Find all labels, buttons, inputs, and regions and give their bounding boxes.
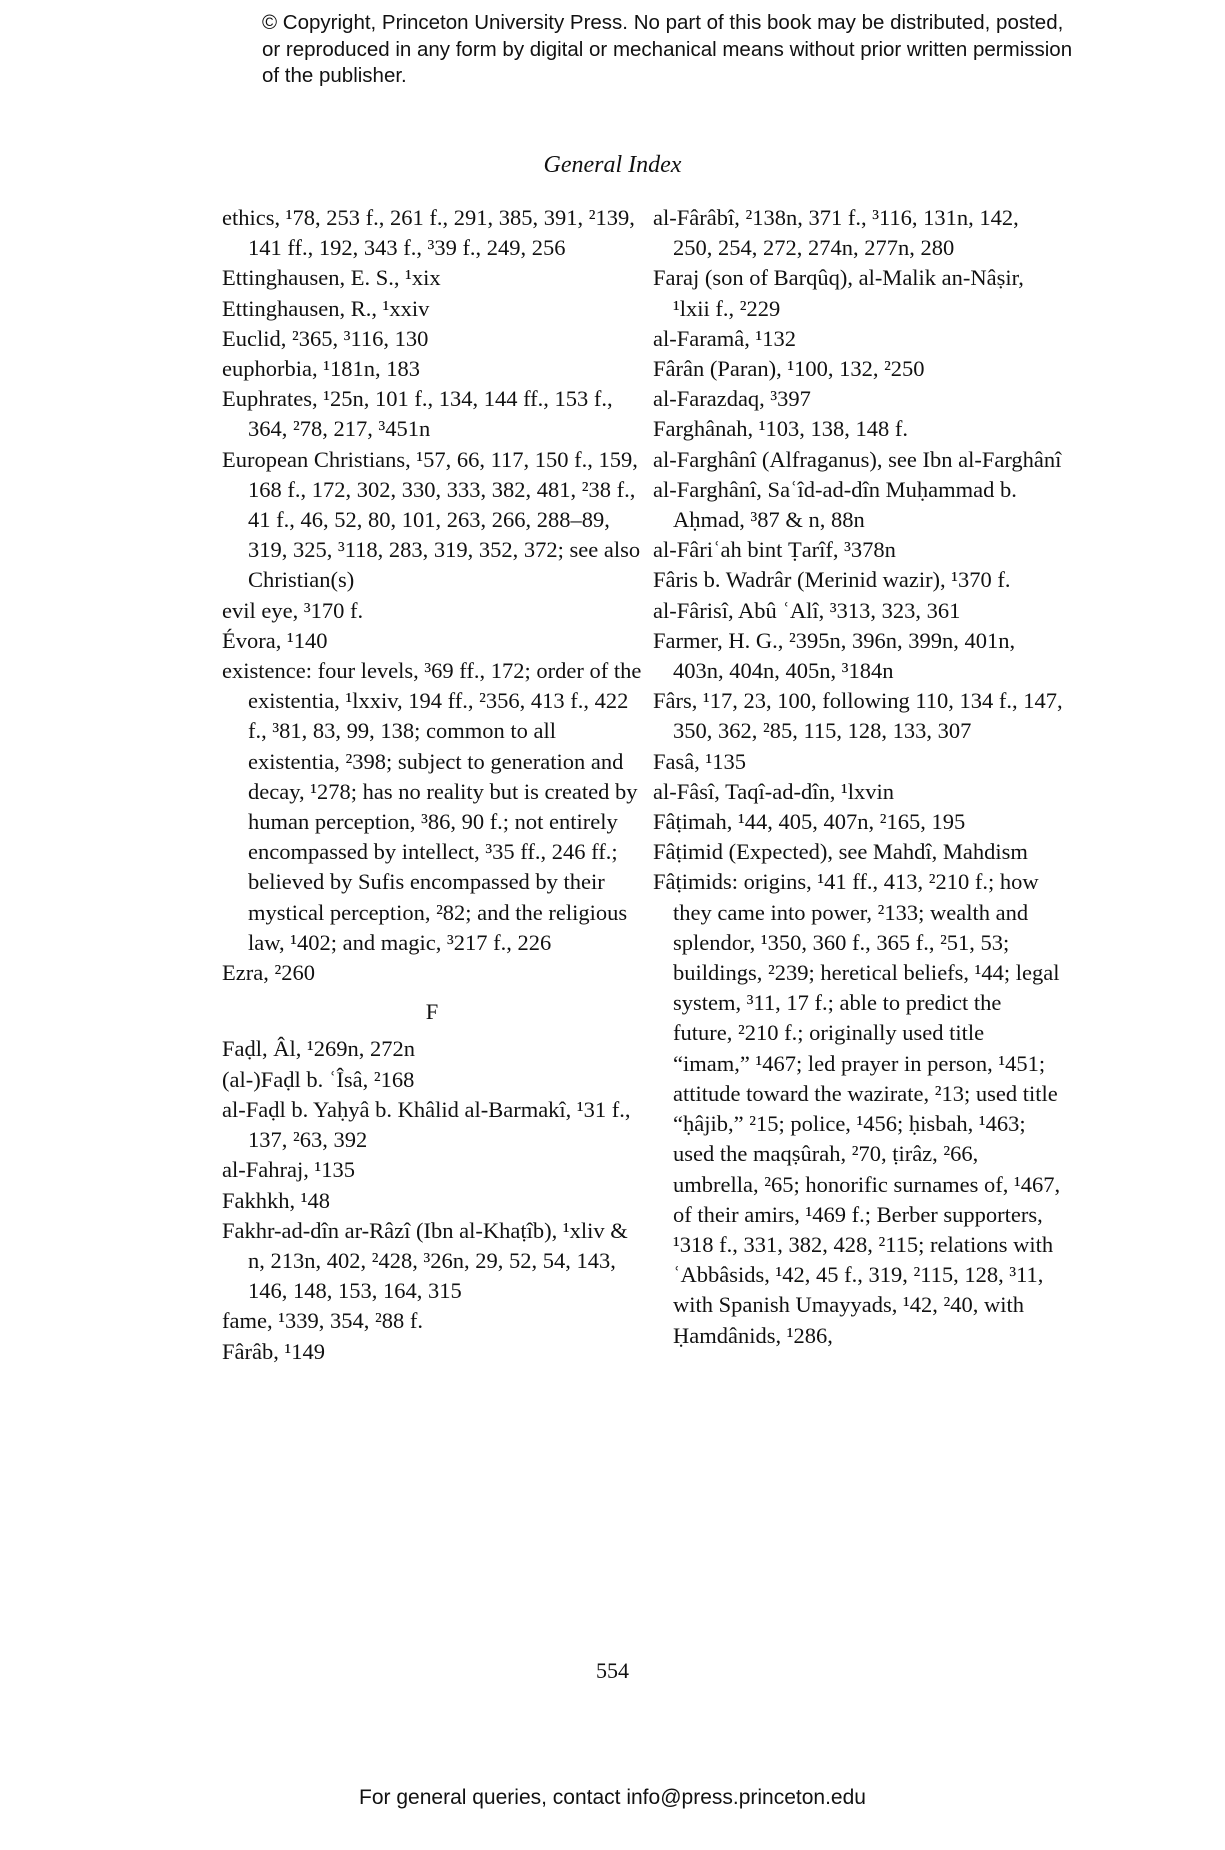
index-entry: Ettinghausen, E. S., ¹xix <box>222 265 441 291</box>
index-entry: Ettinghausen, R., ¹xxiv <box>222 295 430 321</box>
index-entry: Fârân (Paran), ¹100, 132, ²250 <box>653 356 925 382</box>
index-entry: Fakhkh, ¹48 <box>222 1187 330 1213</box>
index-entry: al-Fahraj, ¹135 <box>222 1157 355 1183</box>
index-entry: al-Farghânî (Alfraganus), see Ibn al-Farghânî <box>653 446 1062 472</box>
index-entry: Fârs, ¹17, 23, 100, following 110, 134 f., 147, 350, 362, ²85, 115, 128, 133, 307 <box>653 688 1063 744</box>
copyright-notice: © Copyright, Princeton University Press. No part of this book may be distributed, posted, or reproduced in any form by digital or mechanical means without prior written permission of the publisher. <box>262 11 1073 87</box>
index-entry: Farmer, H. G., ²395n, 396n, 399n, 401n, 403n, 404n, 405n, ³184n <box>653 627 1016 684</box>
index-entry: Faraj (son of Barqûq), al-Malik an-Nâṣir, ¹lxii f., ²229 <box>653 265 1024 321</box>
contact-footer: For general queries, contact info@press.princeton.edu <box>359 1786 866 1809</box>
index-entry: Évora, ¹140 <box>222 627 328 653</box>
section-letter: F <box>425 999 439 1025</box>
index-entry: Faḍl, Âl, ¹269n, 272n <box>222 1036 415 1062</box>
index-entry: al-Farghânî, Saʿîd-ad-dîn Muḥammad b. Aḥmad, ³87 & n, 88n <box>653 476 1017 533</box>
index-entry: al-Fâsî, Taqî-ad-dîn, ¹lxvin <box>653 778 894 804</box>
index-entry: al-Faramâ, ¹132 <box>653 325 796 351</box>
index-entry: Fârâb, ¹149 <box>222 1338 325 1364</box>
index-entry: Ezra, ²260 <box>222 960 315 986</box>
index-entry: Euclid, ²365, ³116, 130 <box>222 325 429 351</box>
index-entry: existence: four levels, ³69 ff., 172; order of the existentia, ¹lxxiv, 194 ff., ²356, 413 f., 422 f., ³81, 83, 99, 138; common to all existentia, ²398; subject to generation and decay, ¹278; has no reality but is created by human perception, ³86, 90 f.; not entirely encompassed by intellect, ³35 ff., 246 ff.; believed by Sufis encompassed by their mystical perception, ²82; and the religious law, ¹402; and magic, ³217 f., 226 <box>222 658 642 955</box>
index-entry: al-Farazdaq, ³397 <box>653 386 811 412</box>
index-entry: fame, ¹339, 354, ²88 f. <box>222 1308 423 1334</box>
index-entry: Fâṭimid (Expected), see Mahdî, Mahdism <box>653 839 1028 865</box>
index-entry: ethics, ¹78, 253 f., 261 f., 291, 385, 391, ²139, 141 ff., 192, 343 f., ³39 f., 249, 256 <box>222 205 635 261</box>
index-entry: Fasâ, ¹135 <box>653 748 746 774</box>
index-entry: evil eye, ³170 f. <box>222 597 364 623</box>
index-entry: Euphrates, ¹25n, 101 f., 134, 144 ff., 153 f., 364, ²78, 217, ³451n <box>222 386 613 442</box>
index-entry: Fâṭimids: origins, ¹41 ff., 413, ²210 f.; how they came into power, ²133; wealth and splendor, ¹350, 360 f., 365 f., ²51, 53; buildings, ²239; heretical beliefs, ¹44; legal system, ³11, 17 f.; able to predict the future, ²210 f.; originally used title “imam,” ¹467; led prayer in person, ¹451; attitude toward the wazirate, ²13; used title “ḥâjib,” ²15; police, ¹456; ḥisbah, ¹463; used the maqṣûrah, ²70, ṭirâz, ²66, umbrella, ²65; honorific surnames of, ¹467, of their amirs, ¹469 f.; Berber supporters, ¹318 f., 331, 382, 428, ²115; relations with ʿAbbâsids, ¹42, 45 f., 319, ²115, 128, ³11, with Spanish Umayyads, ¹42, ²40, with Ḥamdânids, ¹286, <box>653 869 1061 1348</box>
index-entry: al-Fârâbî, ²138n, 371 f., ³116, 131n, 142, 250, 254, 272, 274n, 277n, 280 <box>653 205 1019 261</box>
index-entry: euphorbia, ¹181n, 183 <box>222 356 420 382</box>
index-entry: (al-)Faḍl b. ʿÎsâ, ²168 <box>222 1066 415 1092</box>
page-number: 554 <box>596 1658 629 1683</box>
index-entry: al-Faḍl b. Yaḥyâ b. Khâlid al-Barmakî, ¹31 f., 137, ²63, 392 <box>222 1096 631 1153</box>
index-entry: al-Fâriʿah bint Ṭarîf, ³378n <box>653 537 896 563</box>
index-entry: al-Fârisî, Abû ʿAlî, ³313, 323, 361 <box>653 597 961 623</box>
index-entry: Farghânah, ¹103, 138, 148 f. <box>653 416 909 442</box>
index-column-right <box>653 203 1063 1351</box>
index-entry: Fâris b. Wadrâr (Merinid wazir), ¹370 f. <box>653 567 1011 593</box>
index-entry: Fâṭimah, ¹44, 405, 407n, ²165, 195 <box>653 809 966 835</box>
index-entry: Fakhr-ad-dîn ar-Râzî (Ibn al-Khaṭîb), ¹xliv & n, 213n, 402, ²428, ³26n, 29, 52, 54, 143, 146, 148, 153, 164, 315 <box>222 1217 628 1304</box>
index-column-left <box>222 203 642 1367</box>
running-head: General Index <box>543 152 682 178</box>
index-entry: European Christians, ¹57, 66, 117, 150 f., 159, 168 f., 172, 302, 330, 333, 382, 481, ²38 f., 41 f., 46, 52, 80, 101, 263, 266, 288–89, 319, 325, ³118, 283, 319, 352, 372; see also Christian(s) <box>222 446 641 593</box>
